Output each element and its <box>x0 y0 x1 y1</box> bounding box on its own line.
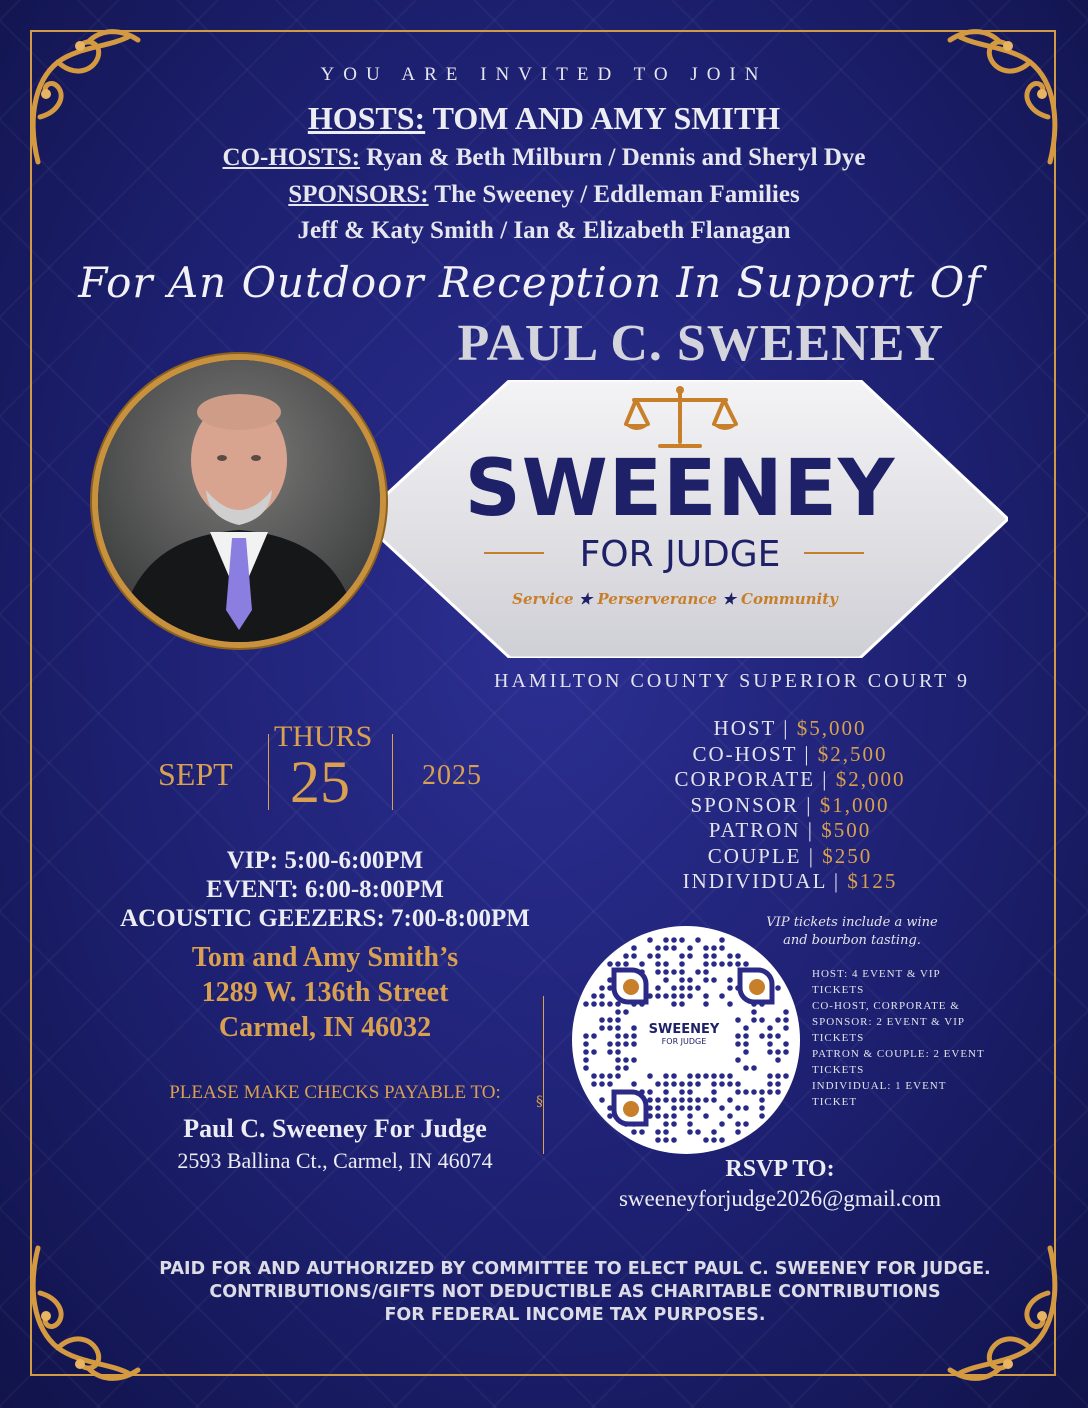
sponsors-names: The Sweeney / Eddleman Families <box>434 181 800 208</box>
date-divider <box>392 734 393 810</box>
logo-sweeney: SWEENEY <box>464 444 896 534</box>
checks-heading: PLEASE MAKE CHECKS PAYABLE TO: <box>169 1082 501 1103</box>
sponsorship-tiers <box>640 716 940 895</box>
tier-row: PATRON | $500 <box>708 818 872 842</box>
event-date <box>150 720 510 820</box>
reception-script-heading: For An Outdoor Reception In Support Of <box>78 258 982 307</box>
sponsors-line <box>0 181 1088 209</box>
date-year: 2025 <box>422 760 482 791</box>
invite-heading: YOU ARE INVITED TO JOIN <box>320 64 768 85</box>
venue-city: Carmel, IN 46032 <box>218 1012 432 1043</box>
candidate-name: PAUL C. SWEENEY <box>457 315 944 372</box>
logo-for-judge: FOR JUDGE <box>579 534 781 575</box>
tagline-community: Community <box>741 590 838 608</box>
tier-row: HOST | $5,000 <box>713 716 867 740</box>
tier-row: CORPORATE | $2,000 <box>674 767 906 791</box>
venue-address <box>70 940 580 1045</box>
sponsors-label: SPONSORS: <box>288 181 429 208</box>
star-icon: ★ <box>578 590 593 608</box>
scales-of-justice-icon <box>622 384 738 450</box>
vip-note: VIP tickets include a wine and bourbon tasting. <box>766 915 938 948</box>
cohosts-line <box>0 144 1088 172</box>
hosts-label: HOSTS: <box>307 100 426 136</box>
venue-name: Tom and Amy Smith’s <box>191 942 459 973</box>
benefit-item: HOST: 4 EVENT & VIP TICKETS <box>812 968 941 996</box>
benefit-item: CO-HOST, CORPORATE & SPONSOR: 2 EVENT & VIP TICKETS <box>812 1000 965 1044</box>
event-schedule <box>70 846 580 933</box>
cohosts-names: Ryan & Beth Milburn / Dennis and Sheryl Dye <box>366 144 866 171</box>
tier-row: CO-HOST | $2,500 <box>692 741 888 766</box>
divider-ornament-icon: § <box>536 1094 543 1110</box>
legal-disclaimer: PAID FOR AND AUTHORIZED BY COMMITTEE TO ELECT PAUL C. SWEENEY FOR JUDGE. CONTRIBUTIONS/GIFTS NOT DEDUCTIBLE AS CHARITABLE CONTRIBUTIONS FOR FEDERAL INCOME TAX PURPOSES. <box>159 1259 991 1325</box>
tagline-service: Service <box>512 590 574 608</box>
logo-tagline <box>440 590 910 608</box>
cohosts-label: CO-HOSTS: <box>222 144 361 171</box>
tagline-perserverance: Perserverance <box>597 590 718 608</box>
ticket-benefits <box>812 966 988 1110</box>
date-day: 25 <box>290 749 350 815</box>
checks-payee: Paul C. Sweeney For Judge <box>183 1114 487 1143</box>
venue-street: 1289 W. 136th Street <box>201 977 449 1008</box>
benefit-item: PATRON & COUPLE: 2 EVENT TICKETS <box>812 1048 985 1076</box>
schedule-music: ACOUSTIC GEEZERS: 7:00-8:00PM <box>120 905 530 932</box>
schedule-event: EVENT: 6:00-8:00PM <box>206 876 444 903</box>
date-month: SEPT <box>158 756 233 792</box>
qr-center-logo: SWEENEY FOR JUDGE <box>644 1012 724 1062</box>
date-divider <box>268 734 269 810</box>
tier-row: SPONSOR | $1,000 <box>690 792 890 817</box>
sponsors-names-2: Jeff & Katy Smith / Ian & Elizabeth Flanagan <box>297 217 791 244</box>
tier-row: COUPLE | $250 <box>707 843 873 868</box>
candidate-photo <box>98 360 380 642</box>
tier-row: INDIVIDUAL | $125 <box>682 869 898 893</box>
rsvp-heading: RSVP TO: <box>725 1156 835 1182</box>
checks-address: 2593 Ballina Ct., Carmel, IN 46074 <box>177 1148 493 1173</box>
benefit-item: INDIVIDUAL: 1 EVENT TICKET <box>812 1080 947 1108</box>
court-name: HAMILTON COUNTY SUPERIOR COURT 9 <box>494 670 970 692</box>
rsvp-email-link[interactable]: sweeneyforjudge2026@gmail.com <box>618 1186 941 1211</box>
date-weekday: THURS <box>274 720 373 753</box>
hosts-line <box>0 100 1088 137</box>
schedule-vip: VIP: 5:00-6:00PM <box>226 847 424 874</box>
hosts-names: TOM AND AMY SMITH <box>432 100 781 136</box>
star-icon: ★ <box>722 590 736 608</box>
vertical-divider <box>543 996 544 1154</box>
